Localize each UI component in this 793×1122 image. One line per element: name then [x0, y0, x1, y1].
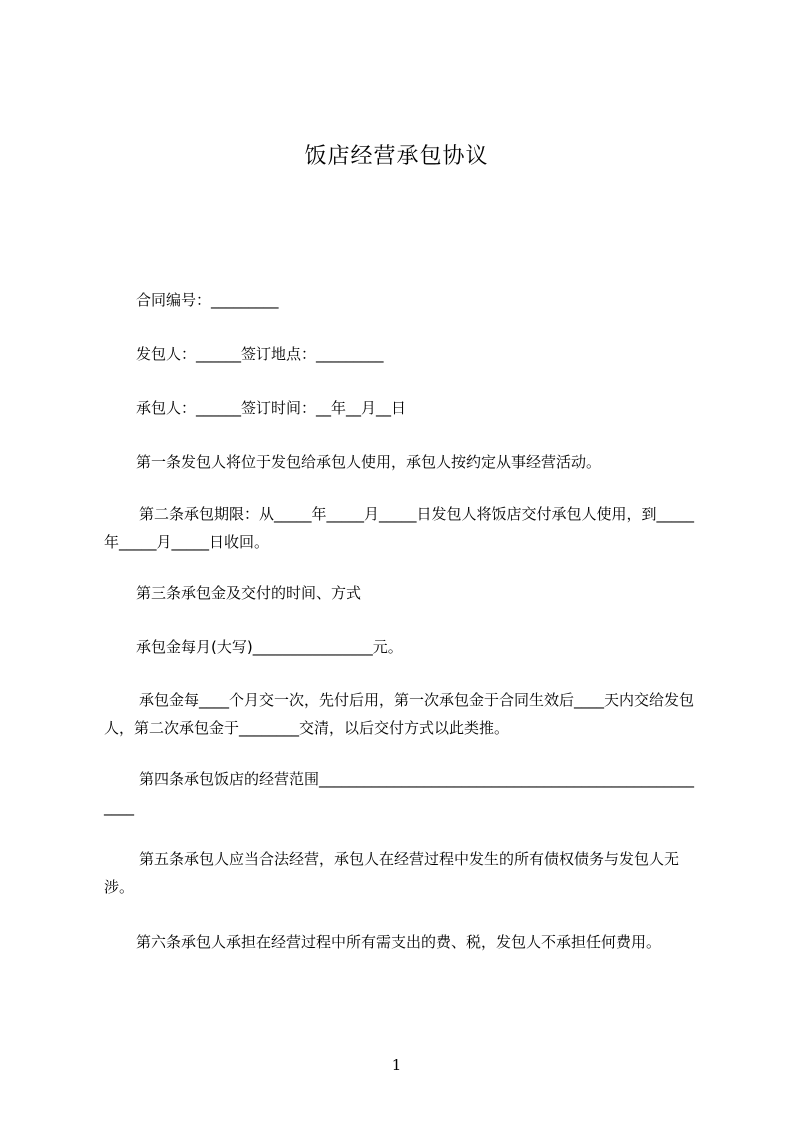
article-5: 第五条承包人应当合法经营，承包人在经营过程中发生的所有债权债务与发包人无涉。 — [104, 850, 680, 896]
page-number: 1 — [391, 1056, 402, 1074]
article-4: 第四条承包饭店的经营范围______________________________________________________ — [104, 770, 695, 816]
article-3-heading: 第三条承包金及交付的时间、方式 — [136, 584, 362, 602]
article-3-payment: 承包金每____个月交一次，先付后用，第一次承包金于合同生效后____天内交给发包人，第二次承包金于________交清，以后交付方式以此类推。 — [104, 691, 695, 737]
article-3-amount: 承包金每月(大写)________________元。 — [136, 638, 403, 656]
article-2: 第二条承包期限：从_____年_____月_____日发包人将饭店交付承包人使用，到_____年_____月_____日收回。 — [104, 505, 695, 551]
issuer-field: 发包人：______签订地点：_________ — [136, 345, 384, 363]
article-1: 第一条发包人将位于发包给承包人使用，承包人按约定从事经营活动。 — [136, 453, 602, 471]
article-6: 第六条承包人承担在经营过程中所有需支出的费、税，发包人不承担任何费用。 — [136, 933, 662, 951]
document-title: 饭店经营承包协议 — [304, 144, 489, 169]
contractor-field: 承包人：______签订时间：__年__月__日 — [136, 399, 407, 417]
contract-number-field: 合同编号：_________ — [136, 291, 279, 309]
